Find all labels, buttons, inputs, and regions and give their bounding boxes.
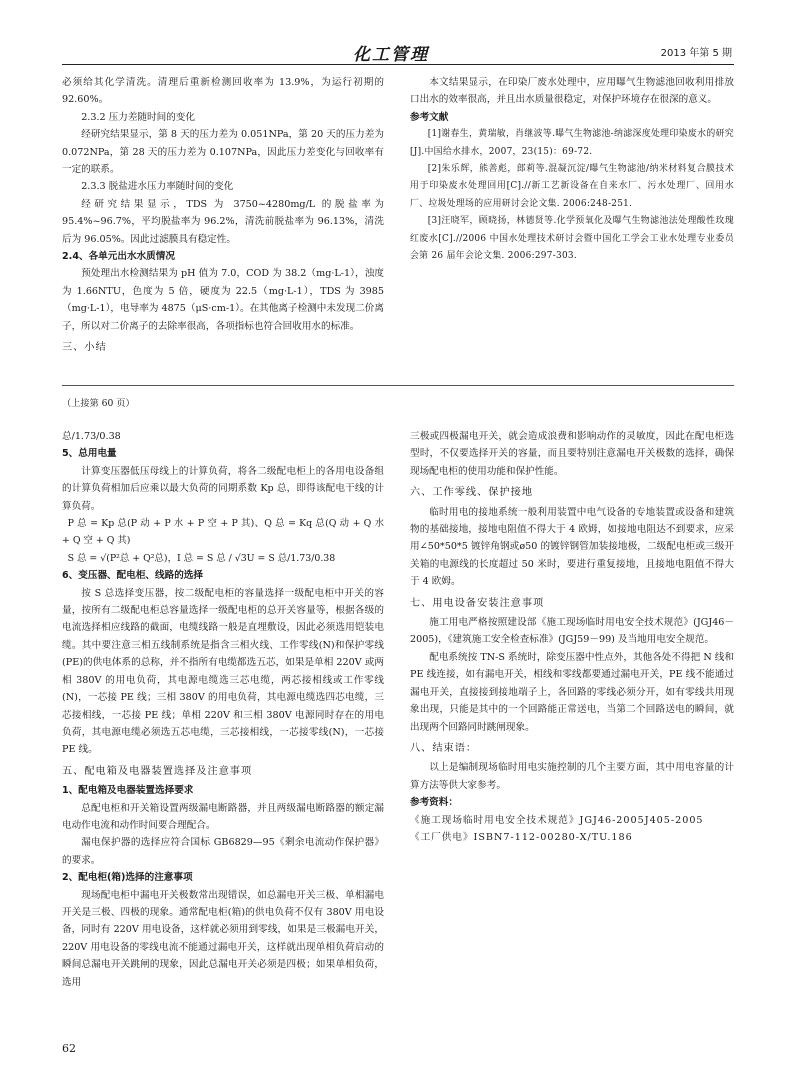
paragraph: 总/1.73/0.38 xyxy=(62,431,121,442)
reference-item: [3]汪晓军，顾晓扬，林德贤等.化学预氧化及曝气生物滤池法处理酸性玫瑰红废水[C].//2006 中国水处理技术研讨会暨中国化工学会工业水处理专业委员会第 26 届年会论文集. 2006:297-303. xyxy=(410,216,734,262)
formula: S 总 = √(P²总 + Q²总)，I 总 = S 总 / √3U = S 总/1.73/0.38 xyxy=(67,552,336,564)
reference-item: [1]谢春生，黄瑞敏，肖继波等.曝气生物滤池-纳滤深度处理印染废水的研究[J].中国给水排水，2007，23(15)：69-72. xyxy=(410,129,734,157)
section-heading: 三、小结 xyxy=(62,342,107,354)
paragraph: 漏电保护器的选择应符合国标 GB6829—95《剩余电流动作保护器》的要求。 xyxy=(62,837,384,866)
issue-label: 2013 年第 5 期 xyxy=(660,48,732,59)
article-divider xyxy=(62,385,734,386)
subsection-heading: 2.3.3 脱盐进水压力率随时间的变化 xyxy=(81,181,234,193)
reference-item: [2]朱乐辉，熊善彪，郎莉等.混凝沉淀/曝气生物滤池/纳米材料复合膜技术用于印染废水处理回用[C].//新工艺新设备在自来水厂、污水处理厂、回用水厂、垃圾处理场的应用研讨会论文集. 2006:248-251. xyxy=(410,164,734,209)
section-heading: 五、配电箱及电器装置选择及注意事项 xyxy=(62,765,253,777)
formula: P 总 = Kp 总(P 动 + P 水 + P 空 + P 其)、Q 总 = Kq 总(Q 动 + Q 水 + Q 空 + Q 其) xyxy=(62,518,384,547)
section-heading: 1、配电箱及电器装置选择要求 xyxy=(62,785,194,797)
journal-logo: 化工管理 xyxy=(353,45,429,65)
paragraph: 预处理出水检测结果为 pH 值为 7.0，COD 为 38.2（mg·L-1），浊度为 1.66NTU，色度为 5 倍，硬度为 22.5（mg·L-1），TDS 为 3985（mg·L-1），电导率为 4875（μS·cm-1）。在其他离子检测中未发现二价离子，所以对二价离子的去除率很高，各项指标也符合回收用水的标准。 xyxy=(62,268,384,332)
section-heading: 5、总用电量 xyxy=(62,448,117,460)
paragraph: 施工用电严格按照建设部《施工现场临时用电安全技术规范》(JGJ46－2005)，《建筑施工安全检查标准》(JGJ59－99) 及当地用电安全规范。 xyxy=(410,617,734,646)
bottom-right-column xyxy=(410,428,734,846)
paragraph: 按 S 总选择变压器，按二级配电柜的容量选择一级配电柜中开关的容量，按所有二级配电柜总容量选择一级配电柜的总开关容量等，根据各级的电流选择相应线路的截面，电缆线路一般是直埋敷设，因此必须选用铠装电缆。其中要注意三相五线制系统是指含三相火线、工作零线(N)和保护零线(PE)的供电体系的总称，并不指所有电缆都选五芯，如果是单相 220V 或两相 380V 的用电负荷，其电源电缆选三芯电缆，两芯接相线或工作零线(N)，一芯接 PE 线；三相 380V 的用电负荷，其电源电缆选四芯电缆，三芯接相线，一芯接 PE 线；单相 220V 和三相 380V 电源同时存在的用电负荷，其电源电缆必须选五芯电缆，三芯接相线，一芯接零线(N)，一芯接 PE 线。 xyxy=(62,587,384,756)
paragraph: 经研究结果显示，第 8 天的压力差为 0.051NPa，第 20 天的压力差为 0.072NPa，第 28 天的压力差为 0.107NPa，因此压力差变化与回收率有一定的联系。 xyxy=(62,129,384,176)
references-heading: 参考资料： xyxy=(410,797,458,809)
paragraph: 本文结果显示，在印染厂废水处理中，应用曝气生物滤池回收利用排放口出水的效率很高，并且出水质量很稳定，对保护环境存在很深的意义。 xyxy=(410,77,734,106)
page-number: 62 xyxy=(62,1042,76,1055)
section-heading: 八、结束语： xyxy=(410,742,478,754)
section-heading: 七、用电设备安装注意事项 xyxy=(410,597,545,609)
bottom-left-column xyxy=(62,428,384,991)
top-left-column xyxy=(62,74,384,359)
paragraph: 经研究结果显示，TDS 为 3750~4280mg/L 的脱盐率为 95.4%~96.7%，平均脱盐率为 96.2%，清洗前脱盐率为 96.13%，清洗后为 96.05%。因此过滤膜具有稳定性。 xyxy=(62,198,384,245)
reference-item: 《工厂供电》ISBN7-112-00280-X/TU.186 xyxy=(410,831,633,843)
subsection-heading: 2.3.2 压力差随时间的变化 xyxy=(81,111,195,123)
section-heading: 2、配电柜(箱)选择的注意事项 xyxy=(62,872,193,884)
paragraph: 临时用电的接地系统一般利用装置中电气设备的专地装置或设备和建筑物的基础接地，接地电阻值不得大于 4 欧姆，如接地电阻达不到要求，应采用∠50*50*5 镀锌角钢或ø50 的镀锌钢管加装接地极，二级配电柜或三级开关箱的电源线的长度超过 50 米时，要进行重复接地，且接地电阻值不得大于 4 欧姆。 xyxy=(410,506,734,588)
paragraph: 计算变压器低压母线上的计算负荷，将各二级配电柜上的各用电设备组的计算负荷相加后应乘以最大负荷的同期系数 Kp 总，即得该配电干线的计算负荷。 xyxy=(62,465,384,512)
paragraph: 总配电柜和开关箱设置两级漏电断路器，并且两级漏电断路器的额定漏电动作电流和动作时间要合理配合。 xyxy=(62,802,384,831)
paragraph: 三极或四极漏电开关，就会造成浪费和影响动作的灵敏度，因此在配电柜选型时，不仅要选择开关的容量，而且要特别注意漏电开关极数的选择，确保现场配电柜的使用功能和保护性能。 xyxy=(410,431,734,477)
section-heading: 6、变压器、配电柜、线路的选择 xyxy=(62,570,203,582)
references-heading: 参考文献 xyxy=(410,111,449,123)
continued-note: （上接第 60 页） xyxy=(62,398,135,409)
paragraph: 现场配电柜中漏电开关极数常出现错误，如总漏电开关三极、单相漏电开关是三极、四极的现象。通常配电柜(箱)的供电负荷不仅有 380V 用电设备，同时有 220V 用电设备，这样就必须用到零线，如果是三极漏电开关，220V 用电设备的零线电流不能通过漏电开关，这样就出现单相负荷启动的瞬间总漏电开关跳闸的现象，因此总漏电开关必须是四极；如果单相负荷，选用 xyxy=(62,889,384,988)
paragraph: 必须给其化学清洗。清理后重新检测回收率为 13.9%，为运行初期的 92.60%。 xyxy=(62,77,384,106)
section-heading: 六、工作零线、保护接地 xyxy=(410,487,534,499)
reference-item: 《施工现场临时用电安全技术规范》JGJ46-2005J405-2005 xyxy=(410,814,704,826)
top-right-column xyxy=(410,74,734,265)
header-rule xyxy=(62,64,734,65)
paragraph: 以上是编制现场临时用电实施控制的几个主要方面，其中用电容量的计算方法等供大家参考。 xyxy=(410,762,734,791)
section-heading: 2.4、各单元出水水质情况 xyxy=(62,251,175,263)
paragraph: 配电系统按 TN-S 系统时，除变压器中性点外，其他各处不得把 N 线和 PE 线连接，如有漏电开关，相线和零线都要通过漏电开关，PE 线不能通过漏电开关，直接接到接地端子上，各回路的零线必须分开，如有零线共用现象出现，只能是其中的一个回路能正常送电，当第二个回路送电的瞬间，就出现两个回路同时跳闸现象。 xyxy=(410,651,734,733)
